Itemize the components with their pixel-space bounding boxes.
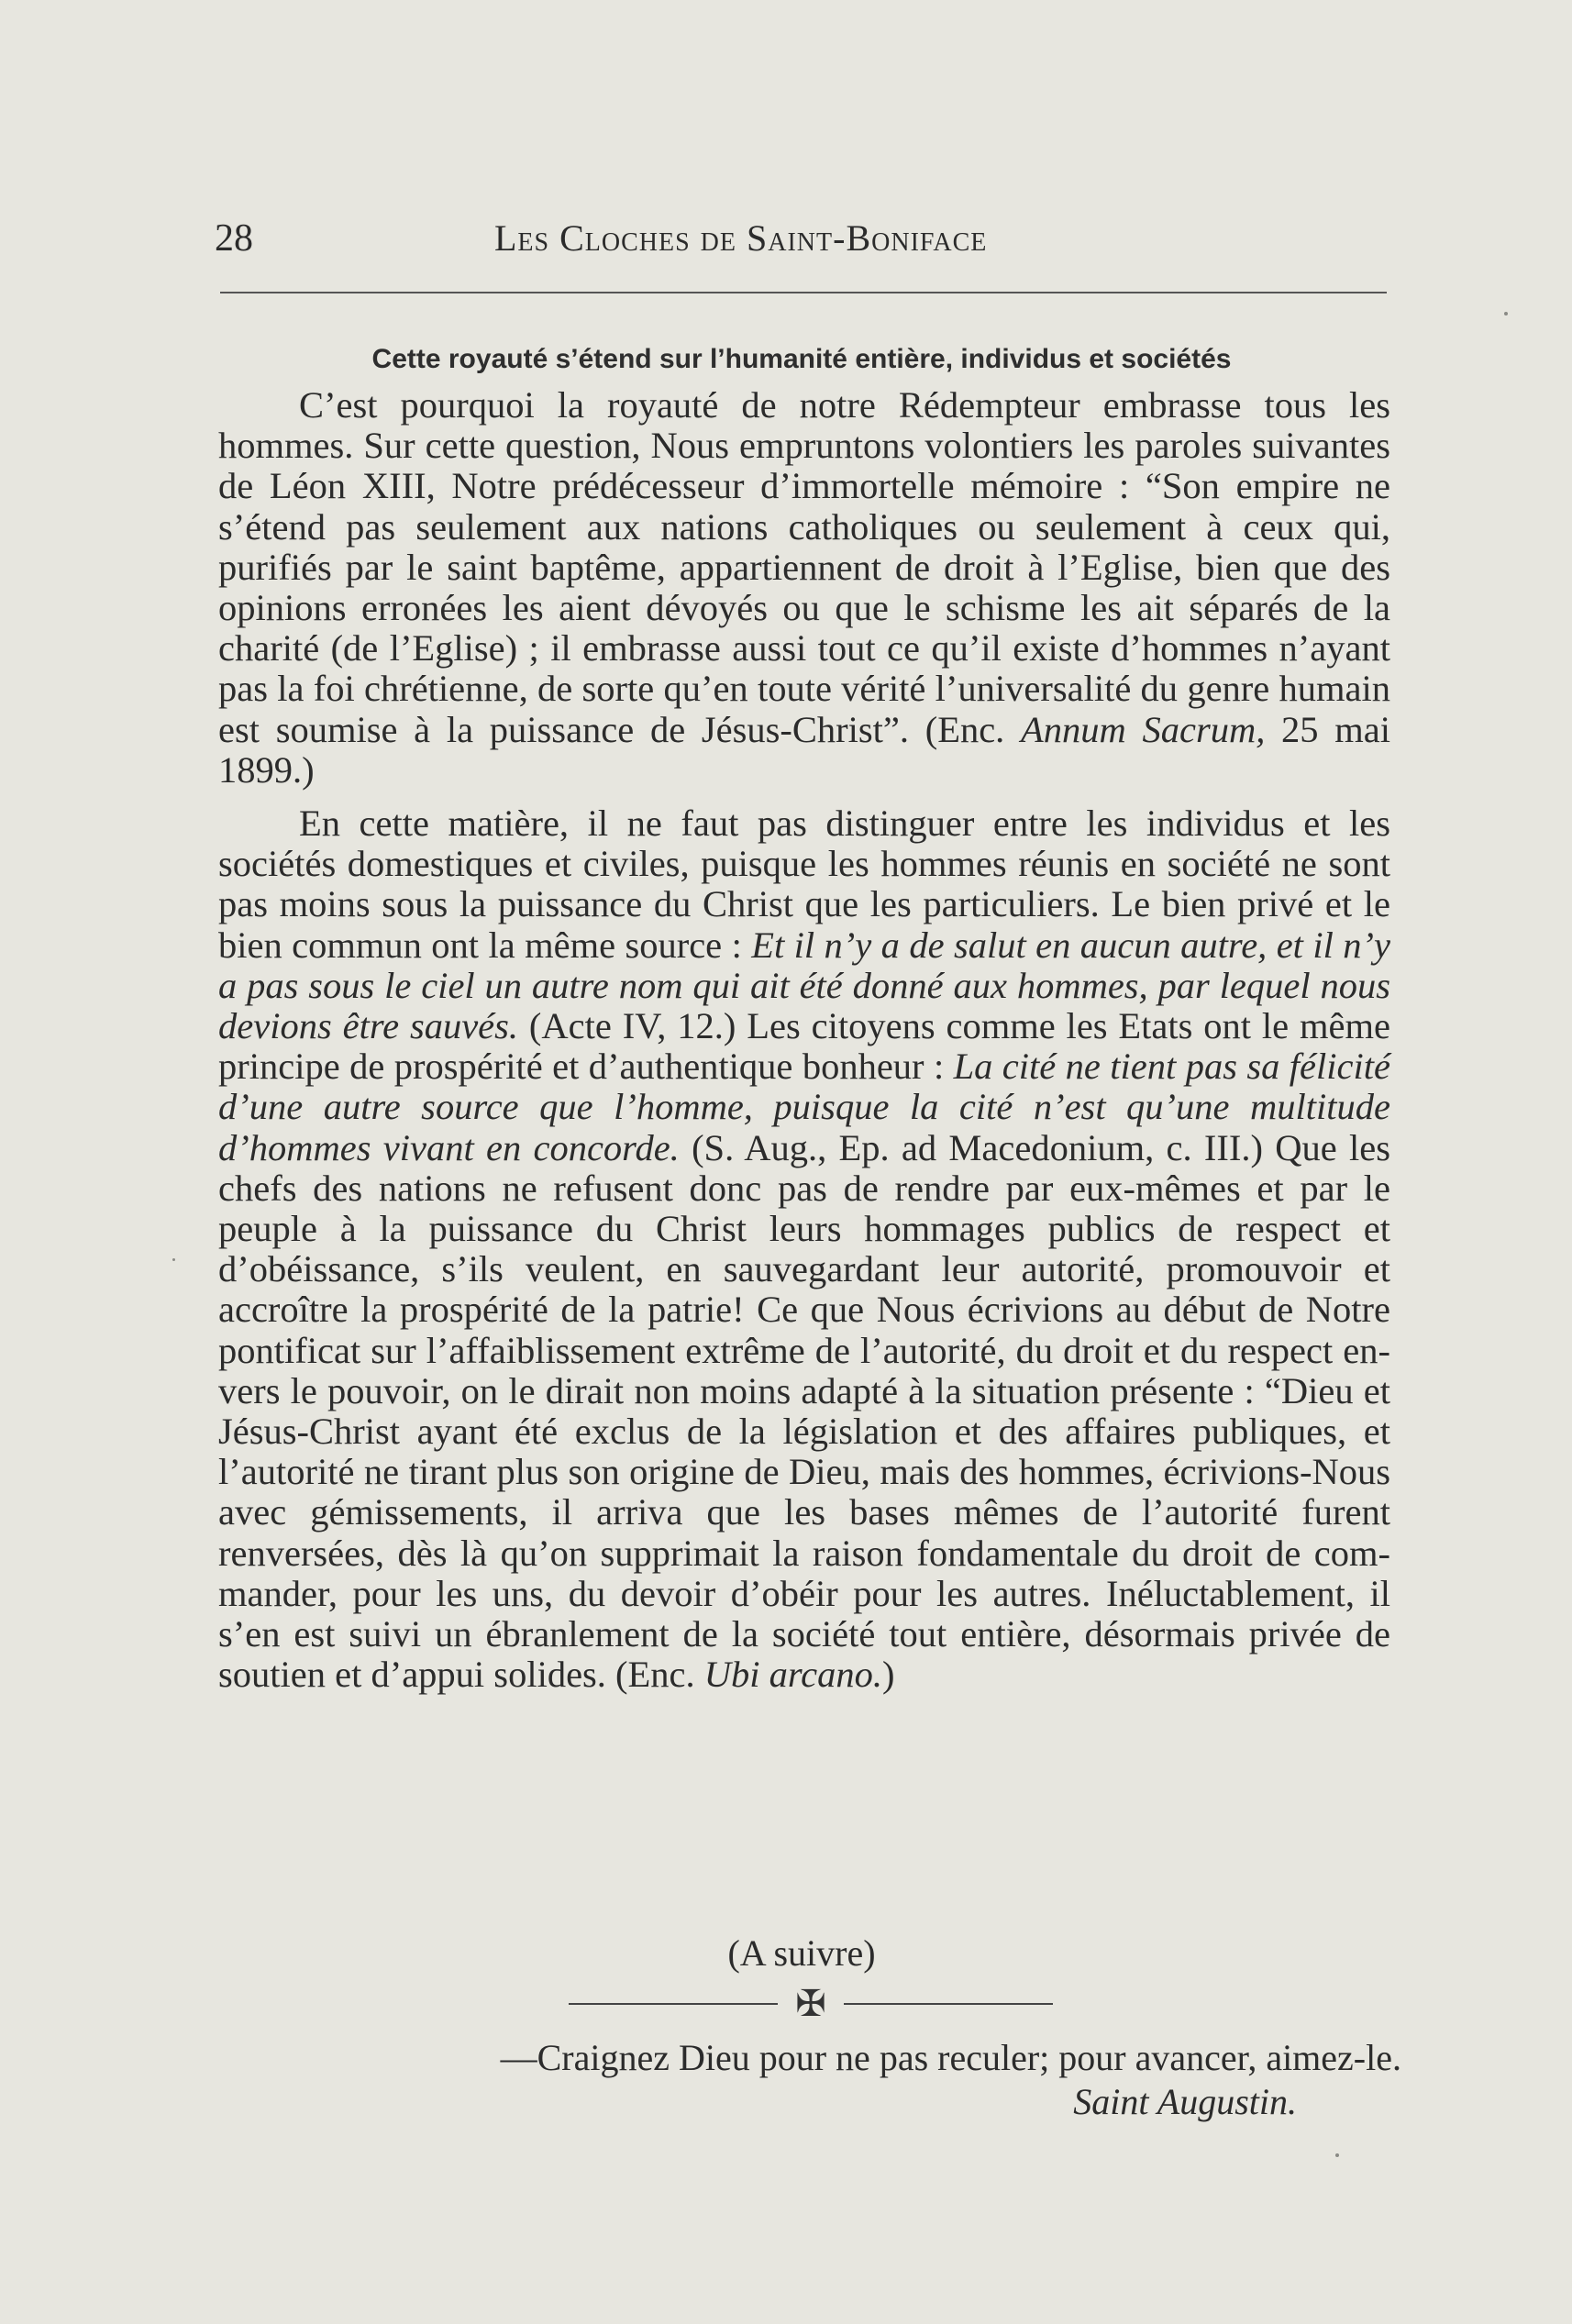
divider-line-left bbox=[569, 2003, 778, 2005]
cross-icon: ✠ bbox=[795, 1983, 826, 2024]
running-head bbox=[215, 211, 1389, 266]
italic-citation: Annum Sacrum, bbox=[1021, 708, 1266, 750]
journal-title: Les Cloches de Saint-Boniface bbox=[494, 217, 988, 259]
closing-quote: —Craignez Dieu pour ne pas reculer; pour avancer, aimez-le. bbox=[500, 2037, 1401, 2078]
text-run: C’est pourquoi la royauté de notre Rédempteur embrasse tous les hommes. Sur cette question, Nous empruntons volontiers les paroles suivantes de Léon XIII, Notre prédécesseur d’immortelle mémoire : “Son empire ne s’étend pas seulement aux nations catholiques ou seulement à ceux qui, purifiés par le saint baptême, appartiennent de droit à l’Eglise, bien que des opinions erronées les aient dévoyés ou que le schisme les ait séparés de la charité (de l’Eglise) ; il embrasse aussi tout ce qu’il existe d’hommes n’ayant pas la foi chrétienne, de sorte qu’en toute vérité l’universalité du genre humain est soumise à la puissance de Jésus-Christ”. (Enc. bbox=[218, 384, 1390, 750]
paper-speck bbox=[1504, 312, 1508, 315]
paragraph bbox=[218, 385, 1390, 791]
paragraph bbox=[218, 803, 1390, 1695]
text-run: 25 mai 1899.) bbox=[218, 708, 1390, 791]
italic-citation: Ubi arcano. bbox=[703, 1654, 882, 1696]
section-divider bbox=[569, 1981, 1058, 2027]
to-be-continued-note: (A suivre) bbox=[727, 1932, 876, 1974]
text-run: (Acte IV, 12.) Les citoyens comme les Etats ont le même principe de prospérité et d’authentique bonheur : bbox=[218, 1005, 1390, 1088]
paper-speck bbox=[172, 1258, 175, 1261]
body-text bbox=[218, 385, 1390, 1696]
italic-citation: Et il n’y a de salut en aucun autre, et il n’y a pas sous le ciel un autre nom qui ait été donné aux hommes, par lequel nous devions être sauvés. bbox=[218, 924, 1390, 1047]
paper-speck bbox=[1335, 2153, 1339, 2157]
text-run: ) bbox=[882, 1654, 895, 1696]
divider-line-right bbox=[844, 2003, 1053, 2005]
italic-citation: La cité ne tient pas sa félicité d’une autre source que l’homme, puisque la cité n’est qu’une multitude d’hommes vivant en concorde. bbox=[218, 1046, 1390, 1168]
text-run: (S. Aug., Ep. ad Macedonium, c. III.) Que les chefs des nations ne refusent donc pas de rendre par eux-mêmes et par le peuple à la puissance du Christ leurs hommages publics de respect et d’obéissance, s’ils veulent, en sauvegardant leur autorité, promouvoir et accroître la prospérité de la patrie! Ce que Nous écrivions au début de Notre pontificat sur l’affaiblissement extrême de l’autorité, du droit et du respect envers le pouvoir, on le dirait non moins adapté à la situation présente : “Dieu et Jésus-Christ ayant été exclus de la législation et des affaires publiques, et l’autorité ne tirant plus son origine de Dieu, mais des hommes, écrivions-Nous avec gémissements, il arriva que les bases mêmes de l’autorité furent renversées, dès là qu’on supprimait la raison fondamentale du droit de commander, pour les uns, du devoir d’obéir pour les autres. Inéluctablement, il s’en est suivi un ébranlement de la société tout entière, désormais privée de soutien et d’appui solides. (Enc. bbox=[218, 1126, 1390, 1696]
section-heading: Cette royauté s’étend sur l’humanité entière, individus et sociétés bbox=[371, 344, 1232, 374]
page-number: 28 bbox=[215, 217, 253, 260]
text-run: En cette matière, il ne faut pas distinguer entre les individus et les sociétés domestiques et civiles, puisque les hommes réunis en société ne sont pas moins sous la puissance du Christ que les particuliers. Le bien privé et le bien commun ont la même source : bbox=[218, 802, 1390, 966]
header-rule bbox=[220, 292, 1387, 293]
quote-author: Saint Augustin. bbox=[1073, 2081, 1297, 2122]
